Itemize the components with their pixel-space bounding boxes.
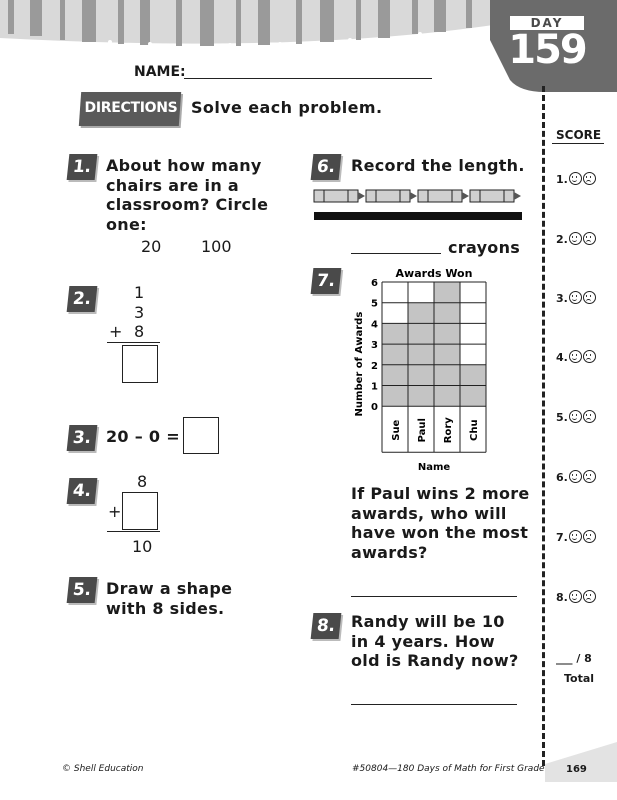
y-tick-label: 3 [371,340,378,352]
p4-sum-line [107,531,160,532]
y-tick-label: 1 [371,381,378,393]
smile-icon [569,291,582,304]
problem-4-number: 4. [67,478,98,504]
crayon-row [312,184,524,224]
smile-icon [569,410,582,423]
p6-answer-line[interactable] [351,237,441,254]
problem-1-text: About how many chairs are in a classroom? Circle one: [106,156,269,234]
frown-icon [583,590,596,603]
smile-icon [569,530,582,543]
y-tick-label: 2 [371,360,378,372]
smile-icon [569,172,582,185]
frown-icon [583,172,596,185]
score-item-1[interactable]: 1. [556,172,596,186]
measure-bar [314,212,522,220]
y-tick-label: 5 [371,298,378,310]
p2-addend-1: 1 [134,283,145,302]
x-tick-label-chu: Chu [469,419,480,441]
x-tick-label-paul: Paul [417,418,428,443]
option-20[interactable]: 20 [141,237,162,256]
score-total-label: Total [564,672,595,685]
crayon-icon [314,190,365,202]
p4-answer-box[interactable] [122,492,158,530]
score-item-6[interactable]: 6. [556,470,596,484]
x-tick-label-rory: Rory [443,417,454,444]
frown-icon [583,350,596,363]
score-item-7[interactable]: 7. [556,530,596,544]
p4-result: 10 [132,537,153,556]
problem-6-number: 6. [311,154,342,180]
footer-copyright: © Shell Education [62,764,144,774]
p2-answer-box[interactable] [122,345,158,383]
y-tick-label: 4 [371,319,378,331]
y-axis-label: Number of Awards [354,311,365,417]
corner-shape [545,742,617,782]
p3-answer-box[interactable] [183,417,219,454]
p2-addend-2: 3 [134,303,145,322]
p7-answer-line[interactable] [351,580,517,597]
p4-top: 8 [137,472,148,491]
frown-icon [583,232,596,245]
p2-addend-3: 8 [134,322,145,341]
directions-text: Solve each problem. [191,98,383,117]
problem-8-text: Randy will be 10 in 4 years. How old is Randy now? [351,612,519,670]
name-field[interactable] [184,64,432,79]
p2-sum-line [107,342,160,343]
frown-icon [583,470,596,483]
x-axis-label: Name [417,462,451,474]
directions-badge: DIRECTIONS [84,100,178,116]
footer-book-title: #50804—180 Days of Math for First Grade [352,764,545,774]
smile-icon [569,232,582,245]
p8-answer-line[interactable] [351,688,517,705]
y-tick-label: 0 [371,402,378,414]
score-item-4[interactable]: 4. [556,350,596,364]
problem-1-number: 1. [67,154,98,180]
day-label: DAY [510,16,584,30]
footer-page-number: 169 [566,764,587,775]
day-number: 159 [508,27,586,73]
problem-7-number: 7. [311,268,342,294]
frown-icon [583,410,596,423]
p4-plus: + [108,502,122,521]
bar-paul [408,303,434,407]
problem-7-question: If Paul wins 2 more awards, who will have won the most awards? [351,484,530,562]
problem-2-number: 2. [67,286,98,312]
option-100[interactable]: 100 [201,237,232,256]
problem-5-number: 5. [67,577,98,603]
score-rule [552,143,604,144]
smile-icon [569,470,582,483]
p3-expression: 20 – 0 = [106,427,180,446]
score-item-5[interactable]: 5. [556,410,596,424]
name-label: NAME: [134,64,186,80]
problem-6-text: Record the length. [351,156,525,175]
score-total-fraction[interactable]: ___ / 8 [556,652,592,665]
score-title: SCORE [556,128,602,142]
p2-plus: + [109,322,123,341]
awards-chart [350,264,510,479]
problem-5-text: Draw a shape with 8 sides. [106,579,233,618]
frown-icon [583,291,596,304]
score-divider [542,86,545,766]
score-item-3[interactable]: 3. [556,291,596,305]
problem-3-number: 3. [67,425,98,451]
p6-suffix: crayons [448,238,521,257]
problem-8-number: 8. [311,613,342,639]
smile-icon [569,590,582,603]
score-item-2[interactable]: 2. [556,232,596,246]
frown-icon [583,530,596,543]
score-item-8[interactable]: 8. [556,590,596,604]
chart-title: Awards Won [395,267,473,280]
y-tick-label: 6 [371,278,378,289]
smile-icon [569,350,582,363]
x-tick-label-sue: Sue [391,419,402,441]
